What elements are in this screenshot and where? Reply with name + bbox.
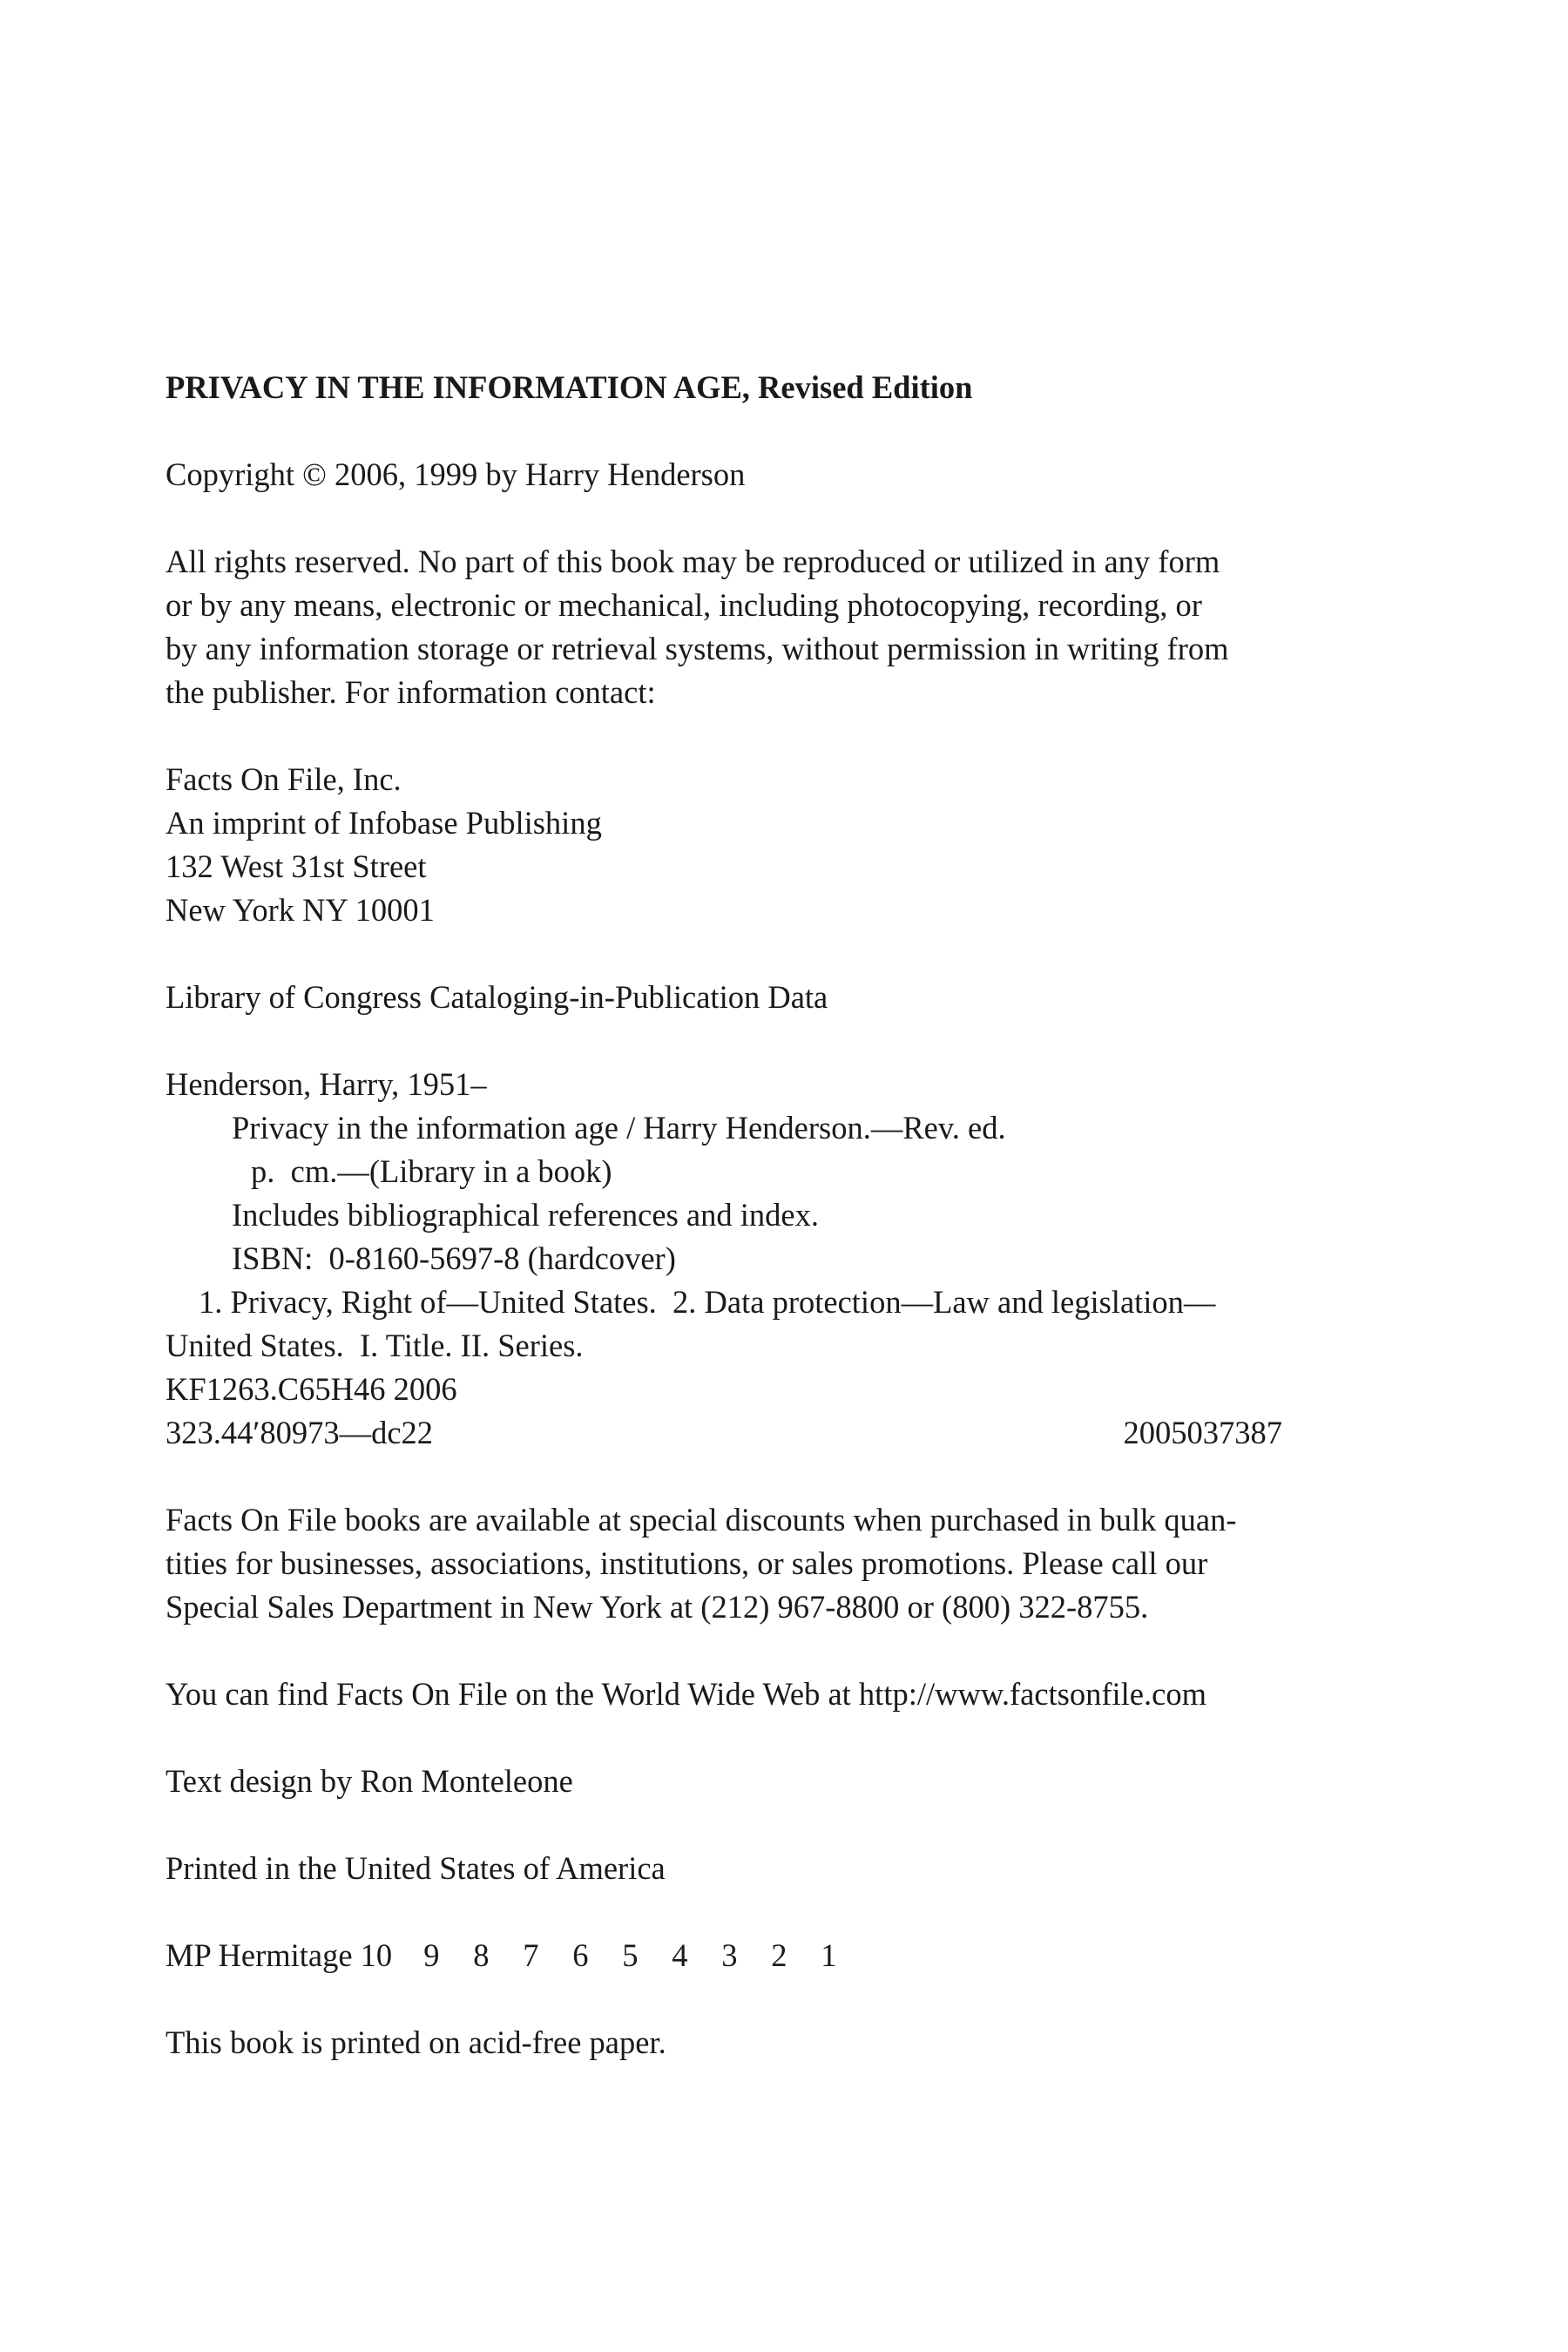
paper-note: This book is printed on acid-free paper. bbox=[166, 2024, 666, 2060]
cip-dewey: 323.44′80973—dc22 bbox=[166, 1415, 434, 1450]
copyright-line: Copyright © 2006, 1999 by Harry Henderson bbox=[166, 456, 746, 492]
rights-line: or by any means, electronic or mechanical, including photocopying, recording, or bbox=[166, 587, 1202, 623]
rights-paragraph bbox=[166, 540, 1333, 714]
book-title: PRIVACY IN THE INFORMATION AGE, Revised Edition bbox=[166, 369, 973, 405]
sales-line: tities for businesses, associations, institutions, or sales promotions. Please call our bbox=[166, 1545, 1208, 1581]
publisher-imprint: An imprint of Infobase Publishing bbox=[166, 805, 602, 841]
copyright-page bbox=[166, 366, 1333, 2065]
sales-line: Special Sales Department in New York at (212) 967-8800 or (800) 322-8755. bbox=[166, 1589, 1149, 1625]
web-line: You can find Facts On File on the World Wide Web at http://www.factsonfile.com bbox=[166, 1676, 1206, 1712]
impression-number: 6 bbox=[572, 1937, 589, 1973]
publisher-city: New York NY 10001 bbox=[166, 892, 435, 928]
impression-number: 7 bbox=[523, 1937, 539, 1973]
impression-number: 4 bbox=[672, 1937, 688, 1973]
cip-subjects-cont: United States. I. Title. II. Series. bbox=[166, 1328, 584, 1363]
cip-subjects: 1. Privacy, Right of—United States. 2. Data protection—Law and legislation— bbox=[199, 1284, 1216, 1320]
impression-number: 1 bbox=[821, 1937, 837, 1973]
cip-heading: Library of Congress Cataloging-in-Publication Data bbox=[166, 979, 828, 1015]
sales-paragraph bbox=[166, 1498, 1333, 1629]
printer-name: MP Hermitage 10 bbox=[166, 1937, 393, 1973]
impression-number: 3 bbox=[721, 1937, 738, 1973]
publisher-name: Facts On File, Inc. bbox=[166, 761, 402, 797]
cip-lccn: 2005037387 bbox=[1123, 1415, 1282, 1450]
printer-line bbox=[166, 1934, 1333, 1977]
impression-number: 8 bbox=[473, 1937, 490, 1973]
publisher-street: 132 West 31st Street bbox=[166, 848, 427, 884]
publisher-address bbox=[166, 758, 1333, 932]
design-credit: Text design by Ron Monteleone bbox=[166, 1763, 573, 1799]
rights-line: the publisher. For information contact: bbox=[166, 674, 656, 710]
cip-isbn: ISBN: 0-8160-5697-8 (hardcover) bbox=[232, 1240, 676, 1276]
rights-line: All rights reserved. No part of this book may be reproduced or utilized in any form bbox=[166, 544, 1220, 579]
cip-author: Henderson, Harry, 1951– bbox=[166, 1066, 487, 1102]
cip-title: Privacy in the information age / Harry Henderson.—Rev. ed. bbox=[232, 1110, 1006, 1146]
cip-physical: p. cm.—(Library in a book) bbox=[251, 1153, 612, 1189]
printed-in: Printed in the United States of America bbox=[166, 1850, 666, 1886]
cip-dewey-row bbox=[166, 1411, 1282, 1455]
rights-line: by any information storage or retrieval systems, without permission in writing from bbox=[166, 631, 1229, 666]
impression-number: 2 bbox=[771, 1937, 787, 1973]
cip-lc-class: KF1263.C65H46 2006 bbox=[166, 1371, 457, 1407]
sales-line: Facts On File books are available at special discounts when purchased in bulk quan- bbox=[166, 1502, 1237, 1538]
impression-number: 9 bbox=[423, 1937, 440, 1973]
impression-number: 5 bbox=[622, 1937, 639, 1973]
cip-notes: Includes bibliographical references and index. bbox=[232, 1197, 819, 1233]
cip-block bbox=[166, 1063, 1333, 1455]
